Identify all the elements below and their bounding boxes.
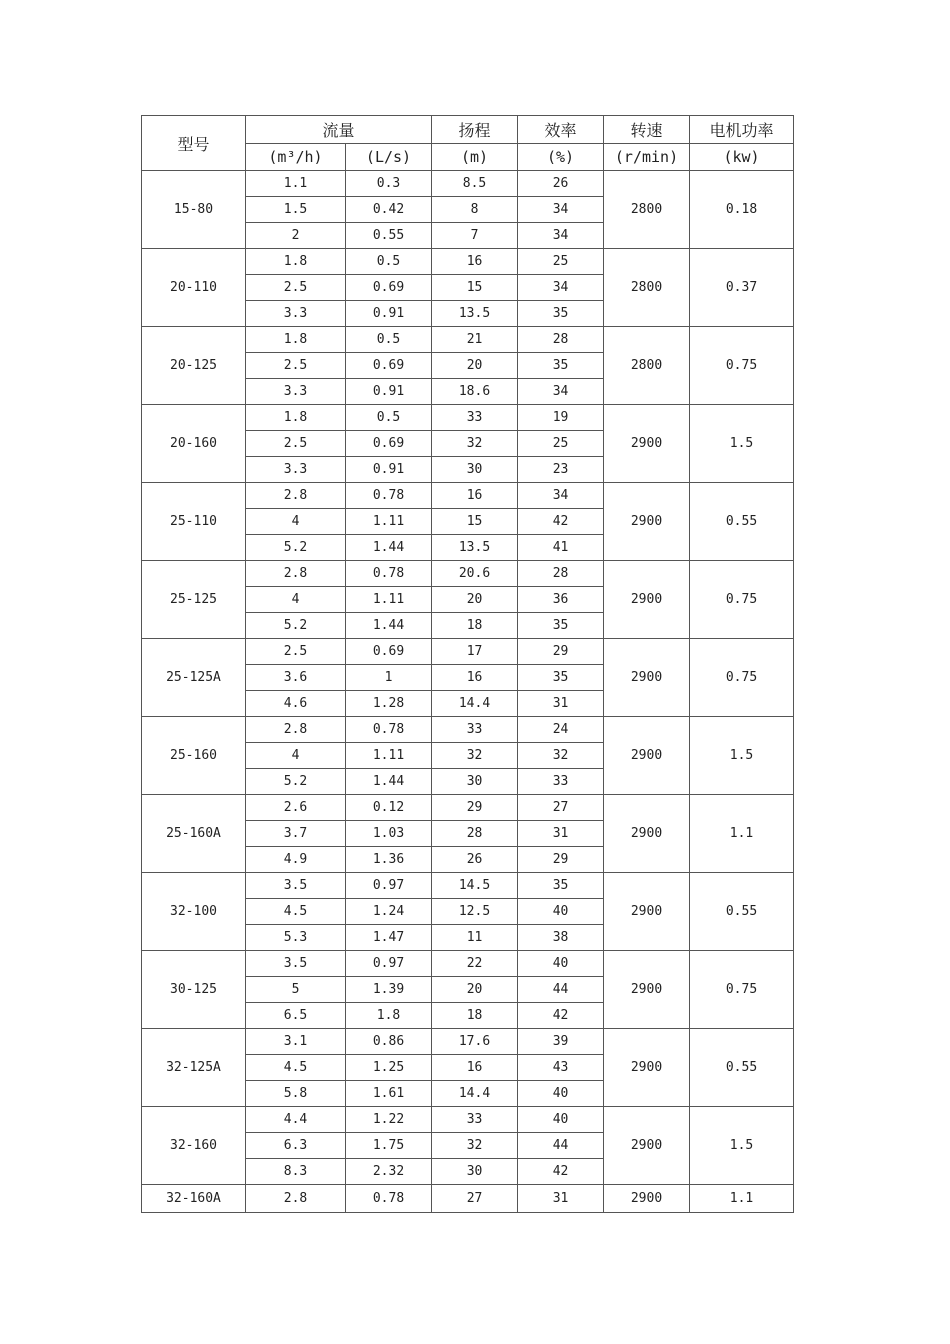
model-cell: 20-125 xyxy=(142,327,246,405)
flow-ls-cell: 1.36 xyxy=(346,847,432,873)
head-cell: 15 xyxy=(432,509,518,535)
flow-ls-cell: 0.97 xyxy=(346,873,432,899)
flow-m3h-cell: 1.5 xyxy=(246,197,346,223)
flow-m3h-cell: 4 xyxy=(246,587,346,613)
power-cell: 1.1 xyxy=(690,1185,794,1213)
flow-ls-cell: 0.91 xyxy=(346,379,432,405)
flow-ls-cell: 0.91 xyxy=(346,457,432,483)
flow-ls-cell: 0.78 xyxy=(346,717,432,743)
efficiency-cell: 27 xyxy=(518,795,604,821)
flow-ls-cell: 1.11 xyxy=(346,587,432,613)
table-row xyxy=(142,795,794,821)
efficiency-cell: 35 xyxy=(518,301,604,327)
flow-ls-cell: 0.42 xyxy=(346,197,432,223)
head-cell: 16 xyxy=(432,1055,518,1081)
head-cell: 33 xyxy=(432,717,518,743)
efficiency-cell: 40 xyxy=(518,1107,604,1133)
flow-m3h-cell: 4.9 xyxy=(246,847,346,873)
head-cell: 11 xyxy=(432,925,518,951)
efficiency-cell: 39 xyxy=(518,1029,604,1055)
unit-speed: (r/min) xyxy=(604,144,690,171)
flow-m3h-cell: 5.2 xyxy=(246,535,346,561)
flow-m3h-cell: 5.2 xyxy=(246,613,346,639)
efficiency-cell: 35 xyxy=(518,665,604,691)
model-cell: 32-125A xyxy=(142,1029,246,1107)
flow-ls-cell: 1.22 xyxy=(346,1107,432,1133)
head-cell: 14.4 xyxy=(432,691,518,717)
flow-m3h-cell: 1.8 xyxy=(246,327,346,353)
head-cell: 27 xyxy=(432,1185,518,1213)
efficiency-cell: 34 xyxy=(518,379,604,405)
efficiency-cell: 34 xyxy=(518,197,604,223)
head-cell: 32 xyxy=(432,1133,518,1159)
model-cell: 20-160 xyxy=(142,405,246,483)
flow-ls-cell: 0.5 xyxy=(346,249,432,275)
header-flow: 流量 xyxy=(246,116,432,144)
flow-ls-cell: 0.91 xyxy=(346,301,432,327)
head-cell: 26 xyxy=(432,847,518,873)
power-cell: 0.18 xyxy=(690,171,794,249)
unit-flow-ls: (L/s) xyxy=(346,144,432,171)
pump-spec-table xyxy=(141,115,794,1213)
head-cell: 18 xyxy=(432,1003,518,1029)
power-cell: 0.75 xyxy=(690,327,794,405)
flow-ls-cell: 0.86 xyxy=(346,1029,432,1055)
head-cell: 8.5 xyxy=(432,171,518,197)
head-cell: 30 xyxy=(432,1159,518,1185)
header-efficiency: 效率 xyxy=(518,116,604,144)
efficiency-cell: 33 xyxy=(518,769,604,795)
head-cell: 18.6 xyxy=(432,379,518,405)
efficiency-cell: 25 xyxy=(518,249,604,275)
flow-ls-cell: 1.28 xyxy=(346,691,432,717)
flow-m3h-cell: 3.3 xyxy=(246,301,346,327)
flow-m3h-cell: 5.8 xyxy=(246,1081,346,1107)
flow-ls-cell: 1.39 xyxy=(346,977,432,1003)
model-cell: 20-110 xyxy=(142,249,246,327)
flow-ls-cell: 1.03 xyxy=(346,821,432,847)
flow-m3h-cell: 2 xyxy=(246,223,346,249)
model-cell: 25-110 xyxy=(142,483,246,561)
efficiency-cell: 35 xyxy=(518,353,604,379)
head-cell: 20.6 xyxy=(432,561,518,587)
efficiency-cell: 42 xyxy=(518,509,604,535)
head-cell: 17.6 xyxy=(432,1029,518,1055)
flow-m3h-cell: 3.1 xyxy=(246,1029,346,1055)
flow-m3h-cell: 2.5 xyxy=(246,639,346,665)
flow-ls-cell: 1.24 xyxy=(346,899,432,925)
head-cell: 33 xyxy=(432,1107,518,1133)
efficiency-cell: 40 xyxy=(518,951,604,977)
flow-m3h-cell: 3.6 xyxy=(246,665,346,691)
flow-ls-cell: 0.78 xyxy=(346,1185,432,1213)
head-cell: 20 xyxy=(432,353,518,379)
head-cell: 8 xyxy=(432,197,518,223)
efficiency-cell: 31 xyxy=(518,691,604,717)
head-cell: 13.5 xyxy=(432,535,518,561)
model-cell: 32-160A xyxy=(142,1185,246,1213)
flow-ls-cell: 0.69 xyxy=(346,431,432,457)
efficiency-cell: 41 xyxy=(518,535,604,561)
efficiency-cell: 42 xyxy=(518,1003,604,1029)
table-row xyxy=(142,1185,794,1213)
efficiency-cell: 25 xyxy=(518,431,604,457)
flow-m3h-cell: 2.5 xyxy=(246,275,346,301)
efficiency-cell: 40 xyxy=(518,899,604,925)
flow-m3h-cell: 2.5 xyxy=(246,353,346,379)
unit-head: (m) xyxy=(432,144,518,171)
flow-ls-cell: 0.69 xyxy=(346,275,432,301)
head-cell: 13.5 xyxy=(432,301,518,327)
head-cell: 17 xyxy=(432,639,518,665)
efficiency-cell: 36 xyxy=(518,587,604,613)
speed-cell: 2900 xyxy=(604,795,690,873)
power-cell: 0.55 xyxy=(690,873,794,951)
flow-ls-cell: 2.32 xyxy=(346,1159,432,1185)
flow-ls-cell: 0.55 xyxy=(346,223,432,249)
flow-ls-cell: 1.44 xyxy=(346,535,432,561)
flow-ls-cell: 1 xyxy=(346,665,432,691)
flow-m3h-cell: 3.3 xyxy=(246,379,346,405)
speed-cell: 2900 xyxy=(604,873,690,951)
speed-cell: 2900 xyxy=(604,1185,690,1213)
speed-cell: 2900 xyxy=(604,717,690,795)
model-cell: 25-125A xyxy=(142,639,246,717)
flow-m3h-cell: 4 xyxy=(246,509,346,535)
model-cell: 30-125 xyxy=(142,951,246,1029)
table-row xyxy=(142,249,794,275)
efficiency-cell: 34 xyxy=(518,275,604,301)
header-model: 型号 xyxy=(142,116,246,171)
speed-cell: 2800 xyxy=(604,327,690,405)
efficiency-cell: 23 xyxy=(518,457,604,483)
head-cell: 15 xyxy=(432,275,518,301)
efficiency-cell: 38 xyxy=(518,925,604,951)
speed-cell: 2900 xyxy=(604,1029,690,1107)
power-cell: 0.55 xyxy=(690,483,794,561)
head-cell: 16 xyxy=(432,483,518,509)
flow-ls-cell: 0.3 xyxy=(346,171,432,197)
head-cell: 20 xyxy=(432,977,518,1003)
flow-m3h-cell: 2.8 xyxy=(246,483,346,509)
head-cell: 32 xyxy=(432,743,518,769)
head-cell: 20 xyxy=(432,587,518,613)
power-cell: 0.75 xyxy=(690,639,794,717)
head-cell: 30 xyxy=(432,457,518,483)
flow-ls-cell: 0.69 xyxy=(346,353,432,379)
speed-cell: 2800 xyxy=(604,249,690,327)
flow-ls-cell: 1.47 xyxy=(346,925,432,951)
head-cell: 16 xyxy=(432,249,518,275)
table-row xyxy=(142,561,794,587)
head-cell: 12.5 xyxy=(432,899,518,925)
flow-m3h-cell: 1.8 xyxy=(246,249,346,275)
speed-cell: 2900 xyxy=(604,561,690,639)
efficiency-cell: 29 xyxy=(518,847,604,873)
efficiency-cell: 40 xyxy=(518,1081,604,1107)
flow-m3h-cell: 4 xyxy=(246,743,346,769)
speed-cell: 2900 xyxy=(604,483,690,561)
head-cell: 29 xyxy=(432,795,518,821)
model-cell: 25-160A xyxy=(142,795,246,873)
table-row xyxy=(142,873,794,899)
flow-m3h-cell: 3.3 xyxy=(246,457,346,483)
flow-m3h-cell: 2.8 xyxy=(246,1185,346,1213)
flow-m3h-cell: 4.6 xyxy=(246,691,346,717)
flow-ls-cell: 1.8 xyxy=(346,1003,432,1029)
model-cell: 32-160 xyxy=(142,1107,246,1185)
flow-m3h-cell: 3.5 xyxy=(246,873,346,899)
flow-m3h-cell: 2.8 xyxy=(246,717,346,743)
speed-cell: 2900 xyxy=(604,951,690,1029)
head-cell: 32 xyxy=(432,431,518,457)
flow-ls-cell: 1.11 xyxy=(346,743,432,769)
head-cell: 33 xyxy=(432,405,518,431)
flow-m3h-cell: 2.6 xyxy=(246,795,346,821)
efficiency-cell: 34 xyxy=(518,483,604,509)
efficiency-cell: 29 xyxy=(518,639,604,665)
speed-cell: 2900 xyxy=(604,405,690,483)
power-cell: 1.5 xyxy=(690,717,794,795)
efficiency-cell: 28 xyxy=(518,561,604,587)
speed-cell: 2900 xyxy=(604,639,690,717)
head-cell: 16 xyxy=(432,665,518,691)
model-cell: 15-80 xyxy=(142,171,246,249)
flow-ls-cell: 0.5 xyxy=(346,327,432,353)
speed-cell: 2800 xyxy=(604,171,690,249)
table-row xyxy=(142,639,794,665)
flow-ls-cell: 1.75 xyxy=(346,1133,432,1159)
flow-ls-cell: 1.61 xyxy=(346,1081,432,1107)
flow-m3h-cell: 5.2 xyxy=(246,769,346,795)
flow-m3h-cell: 5.3 xyxy=(246,925,346,951)
flow-m3h-cell: 2.8 xyxy=(246,561,346,587)
header-power: 电机功率 xyxy=(690,116,794,144)
flow-ls-cell: 0.12 xyxy=(346,795,432,821)
flow-m3h-cell: 3.5 xyxy=(246,951,346,977)
unit-power: (kw) xyxy=(690,144,794,171)
table-row xyxy=(142,1029,794,1055)
table-row xyxy=(142,171,794,197)
flow-m3h-cell: 6.3 xyxy=(246,1133,346,1159)
header-head: 扬程 xyxy=(432,116,518,144)
flow-m3h-cell: 1.1 xyxy=(246,171,346,197)
efficiency-cell: 35 xyxy=(518,873,604,899)
flow-ls-cell: 0.5 xyxy=(346,405,432,431)
power-cell: 0.75 xyxy=(690,561,794,639)
flow-m3h-cell: 5 xyxy=(246,977,346,1003)
header-speed: 转速 xyxy=(604,116,690,144)
flow-m3h-cell: 6.5 xyxy=(246,1003,346,1029)
table-row xyxy=(142,717,794,743)
table-row xyxy=(142,405,794,431)
flow-m3h-cell: 3.7 xyxy=(246,821,346,847)
efficiency-cell: 28 xyxy=(518,327,604,353)
flow-ls-cell: 1.25 xyxy=(346,1055,432,1081)
head-cell: 30 xyxy=(432,769,518,795)
efficiency-cell: 26 xyxy=(518,171,604,197)
flow-ls-cell: 0.69 xyxy=(346,639,432,665)
efficiency-cell: 35 xyxy=(518,613,604,639)
flow-ls-cell: 0.78 xyxy=(346,483,432,509)
model-cell: 25-125 xyxy=(142,561,246,639)
flow-ls-cell: 1.44 xyxy=(346,769,432,795)
head-cell: 14.4 xyxy=(432,1081,518,1107)
spec-table-body xyxy=(142,171,794,1213)
head-cell: 21 xyxy=(432,327,518,353)
head-cell: 14.5 xyxy=(432,873,518,899)
efficiency-cell: 19 xyxy=(518,405,604,431)
flow-ls-cell: 0.78 xyxy=(346,561,432,587)
power-cell: 0.55 xyxy=(690,1029,794,1107)
power-cell: 1.5 xyxy=(690,405,794,483)
flow-ls-cell: 0.97 xyxy=(346,951,432,977)
head-cell: 22 xyxy=(432,951,518,977)
power-cell: 1.5 xyxy=(690,1107,794,1185)
efficiency-cell: 43 xyxy=(518,1055,604,1081)
unit-flow-m3h: (m³/h) xyxy=(246,144,346,171)
flow-ls-cell: 1.11 xyxy=(346,509,432,535)
efficiency-cell: 42 xyxy=(518,1159,604,1185)
power-cell: 0.37 xyxy=(690,249,794,327)
head-cell: 18 xyxy=(432,613,518,639)
efficiency-cell: 32 xyxy=(518,743,604,769)
flow-m3h-cell: 1.8 xyxy=(246,405,346,431)
model-cell: 32-100 xyxy=(142,873,246,951)
efficiency-cell: 44 xyxy=(518,1133,604,1159)
efficiency-cell: 44 xyxy=(518,977,604,1003)
model-cell: 25-160 xyxy=(142,717,246,795)
speed-cell: 2900 xyxy=(604,1107,690,1185)
power-cell: 1.1 xyxy=(690,795,794,873)
flow-m3h-cell: 4.5 xyxy=(246,899,346,925)
head-cell: 28 xyxy=(432,821,518,847)
efficiency-cell: 34 xyxy=(518,223,604,249)
efficiency-cell: 24 xyxy=(518,717,604,743)
flow-m3h-cell: 8.3 xyxy=(246,1159,346,1185)
flow-m3h-cell: 2.5 xyxy=(246,431,346,457)
efficiency-cell: 31 xyxy=(518,1185,604,1213)
table-row xyxy=(142,1107,794,1133)
flow-ls-cell: 1.44 xyxy=(346,613,432,639)
power-cell: 0.75 xyxy=(690,951,794,1029)
table-row xyxy=(142,483,794,509)
table-row xyxy=(142,327,794,353)
flow-m3h-cell: 4.4 xyxy=(246,1107,346,1133)
flow-m3h-cell: 4.5 xyxy=(246,1055,346,1081)
head-cell: 7 xyxy=(432,223,518,249)
unit-efficiency: (%) xyxy=(518,144,604,171)
table-row xyxy=(142,951,794,977)
efficiency-cell: 31 xyxy=(518,821,604,847)
